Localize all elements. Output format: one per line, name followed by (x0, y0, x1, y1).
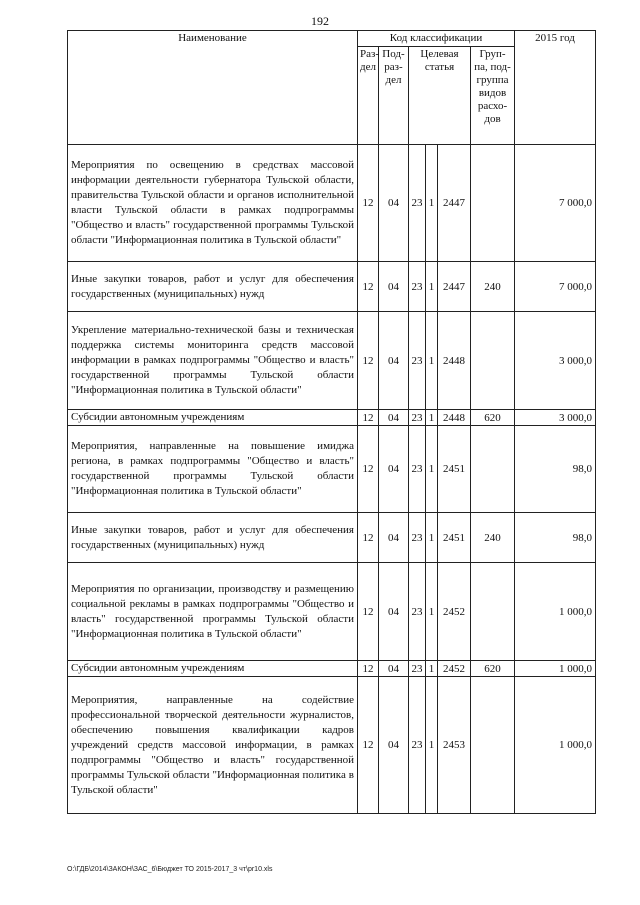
row-target-subprogram: 1 (426, 145, 438, 262)
header-row-1 (68, 31, 596, 47)
row-amount: 3 000,0 (515, 410, 596, 426)
row-target-program: 23 (409, 513, 426, 563)
header-year: 2015 год (515, 31, 596, 145)
row-expense-group: 240 (471, 513, 515, 563)
header-name: Наименование (68, 31, 358, 145)
table-row (68, 262, 596, 312)
row-name: Мероприятия по освещению в средствах массовой информации деятельности губернатора Тульской области, правительства Тульской области и органов исполнительной власти Тульской области в рамках подпрограммы "Общество и власть" государственной программы Тульской области "Информационная политика в Тульской области" (68, 145, 358, 262)
row-amount: 1 000,0 (515, 563, 596, 661)
row-name: Мероприятия по организации, производству и размещению социальной рекламы в рамках подпрограммы "Общество и власть" государственной программы Тульской области "Информационная политика в Тульской области" (68, 563, 358, 661)
row-target-code: 2453 (438, 677, 471, 814)
row-target-program: 23 (409, 145, 426, 262)
row-section: 12 (358, 410, 379, 426)
row-target-program: 23 (409, 563, 426, 661)
row-expense-group: 240 (471, 262, 515, 312)
page-number: 192 (311, 14, 329, 28)
row-expense-group: 620 (471, 410, 515, 426)
row-target-subprogram: 1 (426, 426, 438, 513)
row-subsection: 04 (379, 312, 409, 410)
row-subsection: 04 (379, 563, 409, 661)
row-target-code: 2448 (438, 410, 471, 426)
row-amount: 3 000,0 (515, 312, 596, 410)
header-section: Раз-дел (358, 47, 379, 145)
row-amount: 7 000,0 (515, 262, 596, 312)
row-target-program: 23 (409, 262, 426, 312)
table-row (68, 661, 596, 677)
row-subsection: 04 (379, 661, 409, 677)
row-target-subprogram: 1 (426, 677, 438, 814)
row-expense-group (471, 563, 515, 661)
row-target-subprogram: 1 (426, 262, 438, 312)
row-expense-group (471, 677, 515, 814)
header-classification: Код классификации (358, 31, 515, 47)
row-name: Мероприятия, направленные на повышение имиджа региона, в рамках подпрограммы "Общество и власть" государственной программы Тульской области "Информационная политика в Тульской области" (68, 426, 358, 513)
table-row (68, 563, 596, 661)
row-subsection: 04 (379, 677, 409, 814)
row-target-subprogram: 1 (426, 312, 438, 410)
row-target-program: 23 (409, 410, 426, 426)
row-section: 12 (358, 262, 379, 312)
row-expense-group: 620 (471, 661, 515, 677)
row-name: Укрепление материально-технической базы и техническая поддержка системы мониторинга средств массовой информации в рамках подпрограммы "Общество и власть" государственной программы Тульской области "Информационная политика в Тульской области" (68, 312, 358, 410)
row-expense-group (471, 145, 515, 262)
row-target-subprogram: 1 (426, 410, 438, 426)
row-subsection: 04 (379, 410, 409, 426)
row-target-subprogram: 1 (426, 563, 438, 661)
row-subsection: 04 (379, 262, 409, 312)
row-subsection: 04 (379, 145, 409, 262)
row-name: Субсидии автономным учреждениям (68, 661, 358, 677)
row-amount: 98,0 (515, 513, 596, 563)
row-target-program: 23 (409, 426, 426, 513)
table-row (68, 410, 596, 426)
table-row (68, 513, 596, 563)
row-target-program: 23 (409, 312, 426, 410)
table-row (68, 312, 596, 410)
row-expense-group (471, 312, 515, 410)
table-row (68, 426, 596, 513)
row-name: Иные закупки товаров, работ и услуг для обеспечения государственных (муниципальных) нужд (68, 262, 358, 312)
row-section: 12 (358, 312, 379, 410)
row-section: 12 (358, 563, 379, 661)
row-target-code: 2451 (438, 426, 471, 513)
row-name: Субсидии автономным учреждениям (68, 410, 358, 426)
footer-file-path: O:\ГДБ\2014\ЗАКОН\ЗАС_6\Бюджет ТО 2015-2017_3 чт\pr10.xls (67, 866, 273, 873)
row-amount: 98,0 (515, 426, 596, 513)
row-section: 12 (358, 661, 379, 677)
row-amount: 7 000,0 (515, 145, 596, 262)
row-target-code: 2452 (438, 563, 471, 661)
row-target-code: 2452 (438, 661, 471, 677)
row-target-code: 2451 (438, 513, 471, 563)
header-expense-group: Груп-па, под-группа видов расхо-дов (471, 47, 515, 145)
row-target-subprogram: 1 (426, 661, 438, 677)
row-amount: 1 000,0 (515, 677, 596, 814)
row-section: 12 (358, 426, 379, 513)
row-target-program: 23 (409, 661, 426, 677)
header-subsection: Под-раз-дел (379, 47, 409, 145)
budget-table (67, 30, 596, 814)
row-target-code: 2447 (438, 145, 471, 262)
table-row (68, 677, 596, 814)
row-subsection: 04 (379, 513, 409, 563)
row-section: 12 (358, 145, 379, 262)
row-subsection: 04 (379, 426, 409, 513)
row-section: 12 (358, 513, 379, 563)
table-row (68, 145, 596, 262)
row-target-program: 23 (409, 677, 426, 814)
row-target-code: 2448 (438, 312, 471, 410)
row-target-subprogram: 1 (426, 513, 438, 563)
row-name: Иные закупки товаров, работ и услуг для обеспечения государственных (муниципальных) нужд (68, 513, 358, 563)
row-expense-group (471, 426, 515, 513)
header-target-article: Целевая статья (409, 47, 471, 145)
row-section: 12 (358, 677, 379, 814)
row-amount: 1 000,0 (515, 661, 596, 677)
row-name: Мероприятия, направленные на содействие профессиональной творческой деятельности журналистов, обеспечению повышения квалификации кадров учреждений средств массовой информации, в рамках подпрограммы "Общество и власть" государственной программы Тульской области "Информационная политика в Тульской области" (68, 677, 358, 814)
row-target-code: 2447 (438, 262, 471, 312)
